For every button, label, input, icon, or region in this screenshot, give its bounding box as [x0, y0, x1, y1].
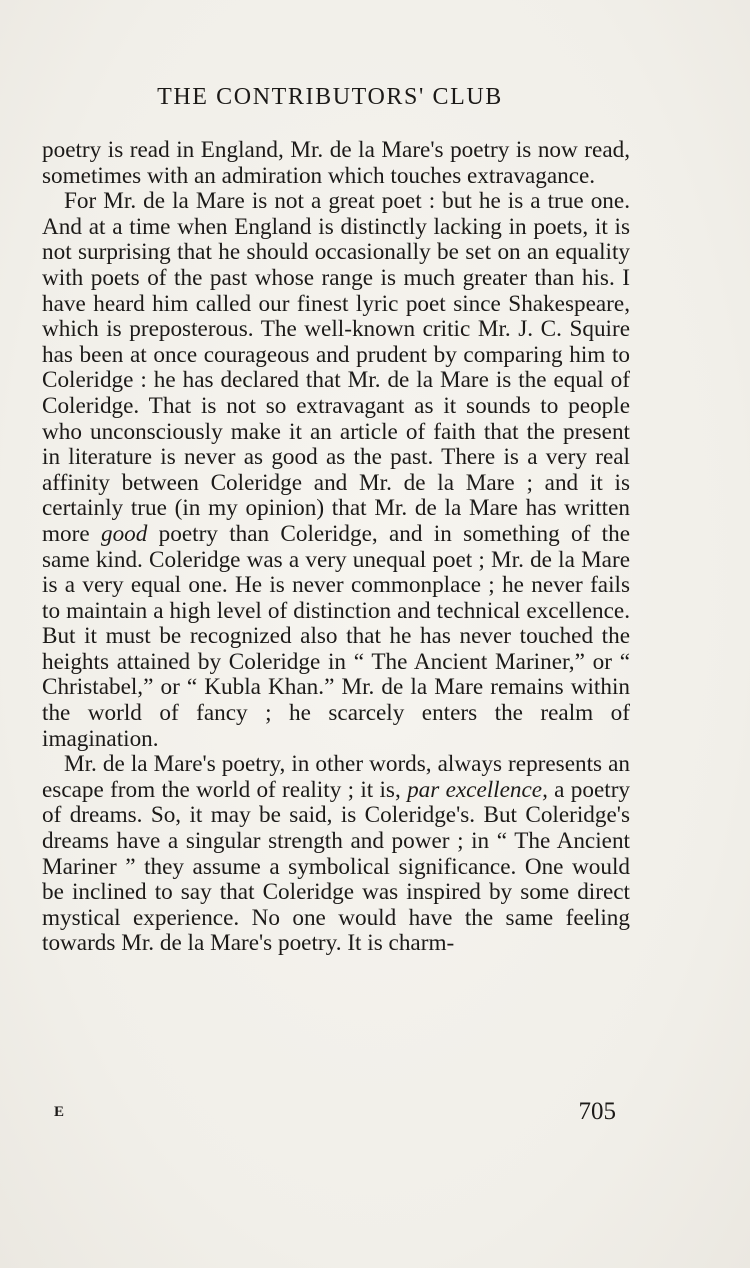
text-span: a poetry of dreams. So, it may be said, is Coleridge's. But Coleridge's dreams have a singular strength and power ; in “ The Ancient Mariner ” they assume a symbolical significance. One would be inclined to say that Coleridge was inspired by some direct mystical experience. No one would have the same feeling towards Mr. de la Mare's poetry. It is charm- [42, 776, 631, 957]
paragraph [42, 189, 630, 752]
italic-text: par excellence, [407, 776, 548, 803]
signature-mark: E [54, 1104, 66, 1120]
text-span: poetry is read in England, Mr. de la Mare's poetry is now read, sometimes with an admiration which touches extravagance. [42, 137, 630, 189]
italic-text: good [100, 520, 148, 547]
body-text [42, 138, 630, 957]
running-head: THE CONTRIBUTORS' CLUB [157, 84, 503, 110]
paragraph [42, 752, 630, 957]
text-span: For Mr. de la Mare is not a great poet : but he is a true one. And at a time when England is distinctly lacking in poets, it is not surprising that he should occasionally be set on an equality with poets of the past whose range is much greater than his. I have heard him called our finest lyric poet since Shakespeare, which is preposterous. The well-known critic Mr. J. C. Squire has been at once courageous and prudent by comparing him to Coleridge : he has declared that Mr. de la Mare is the equal of Coleridge. That is not so extravagant as it sounds to people who unconsciously make it an article of faith that the present in literature is never as good as the past. There is a very real affinity between Coleridge and Mr. de la Mare ; and it is certainly true (in my opinion) that Mr. de la Mare has written more [42, 188, 630, 547]
text-span: Mr. de la Mare's poetry, in other words, always represents an escape from the world of reality ; it is, [42, 751, 630, 803]
paragraph-continued [42, 138, 630, 189]
page-number: 705 [578, 1098, 616, 1125]
text-span: poetry than Coleridge, and in something of the same kind. Coleridge was a very unequal poet ; Mr. de la Mare is a very equal one. He is never commonplace ; he never fails to maintain a high level of distinction and technical excellence. But it must be recognized also that he has never touched the heights attained by Coleridge in “ The Ancient Mariner,” or “ Christabel,” or “ Kubla Khan.” Mr. de la Mare remains within the world of fancy ; he scarcely enters the realm of imagination. [42, 520, 630, 752]
